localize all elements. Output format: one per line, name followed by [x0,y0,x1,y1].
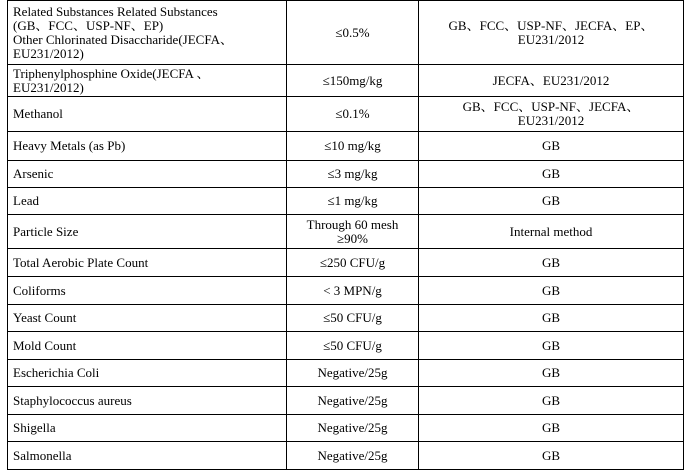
method-line: GB、FCC、USP-NF、JECFA、EP、 [448,17,654,33]
limit-line: Through 60 mesh [306,216,399,232]
method-cell [419,161,684,188]
method-line: GB [541,310,561,325]
table-row [8,305,684,332]
limit-line: ≤3 mg/kg [327,166,378,181]
test-item-cell [8,360,287,387]
table-row [8,65,684,97]
limit-cell [287,415,419,442]
test-item-cell [8,161,287,188]
limit-cell [287,332,419,360]
method-line: GB [541,392,561,408]
test-item-cell [8,249,287,277]
method-line: GB [541,193,561,208]
limit-line: ≤150mg/kg [322,72,383,88]
test-item-line: Methanol [13,106,63,121]
method-cell [419,277,684,305]
table-row [8,97,684,132]
method-cell [419,97,684,132]
limit-cell [287,1,419,65]
table-row [8,161,684,188]
method-line: EU231/2012 [517,31,585,47]
method-line: GB [541,254,561,270]
limit-line: Negative/25g [317,365,388,380]
table-row [8,215,684,249]
method-line: Internal method [509,223,593,239]
limit-cell [287,188,419,215]
limit-line: ≤0.1% [335,106,370,121]
limit-line: ≤250 CFU/g [319,254,386,270]
test-item-cell [8,215,287,249]
limit-line: ≤0.5% [335,24,370,40]
limit-cell [287,277,419,305]
test-item-line: EU231/2012) [13,79,84,95]
method-line: GB [541,282,561,298]
limit-line: ≥90% [337,230,368,246]
method-cell [419,132,684,161]
method-line: GB [541,420,561,435]
test-item-line: Shigella [13,420,56,435]
test-item-line: Heavy Metals (as Pb) [13,138,126,153]
limit-line: ≤10 mg/kg [324,138,381,153]
test-item-line: (GB、FCC、USP-NF、EP) [13,17,164,33]
table-row [8,188,684,215]
table-row [8,360,684,387]
table-row [8,132,684,161]
test-item-line: Coliforms [13,282,66,298]
test-item-line: EU231/2012) [13,45,84,61]
method-cell [419,188,684,215]
specification-table-body [8,1,684,470]
limit-line: Negative/25g [317,420,388,435]
method-line: GB [541,166,561,181]
method-cell [419,360,684,387]
test-item-cell [8,332,287,360]
test-item-line: Lead [13,193,39,208]
specification-table [7,0,684,470]
method-cell [419,442,684,470]
test-item-line: Other Chlorinated Disaccharide(JECFA、 [13,31,233,47]
test-item-cell [8,1,287,65]
test-item-cell [8,65,287,97]
method-cell [419,332,684,360]
method-cell [419,415,684,442]
test-item-line: Total Aerobic Plate Count [13,254,149,270]
limit-cell [287,305,419,332]
table-row [8,387,684,415]
test-item-line: Particle Size [13,223,79,239]
test-item-line: Mold Count [13,337,77,353]
method-cell [419,65,684,97]
test-item-cell [8,97,287,132]
test-item-line: Escherichia Coli [13,365,100,380]
limit-line: Negative/25g [317,392,388,408]
limit-cell [287,132,419,161]
test-item-cell [8,387,287,415]
limit-cell [287,65,419,97]
test-item-cell [8,277,287,305]
method-cell [419,249,684,277]
method-cell [419,305,684,332]
method-line: GB [541,447,561,463]
limit-cell [287,97,419,132]
test-item-line: Triphenylphosphine Oxide(JECFA 、 [13,65,210,81]
limit-cell [287,442,419,470]
test-item-cell [8,305,287,332]
method-line: GB [541,337,561,353]
limit-cell [287,360,419,387]
method-cell [419,215,684,249]
test-item-line: Related Substances Related Substances [13,3,218,19]
limit-line: ≤50 CFU/g [323,310,382,325]
limit-line: Negative/25g [317,447,388,463]
limit-line: < 3 MPN/g [323,282,382,298]
limit-cell [287,387,419,415]
limit-cell [287,161,419,188]
test-item-cell [8,442,287,470]
method-line: JECFA、EU231/2012 [492,72,610,88]
test-item-line: Yeast Count [13,310,77,325]
test-item-cell [8,188,287,215]
method-cell [419,1,684,65]
limit-cell [287,215,419,249]
test-item-cell [8,415,287,442]
test-item-line: Arsenic [13,166,54,181]
table-row [8,277,684,305]
limit-cell [287,249,419,277]
table-row [8,332,684,360]
test-item-line: Staphylococcus aureus [13,392,132,408]
method-line: GB [541,138,561,153]
table-row [8,442,684,470]
method-cell [419,387,684,415]
table-row [8,1,684,65]
test-item-line: Salmonella [13,447,72,463]
table-row [8,415,684,442]
method-line: GB [541,365,561,380]
method-line: EU231/2012 [517,113,585,128]
limit-line: ≤50 CFU/g [323,337,382,353]
method-line: GB、FCC、USP-NF、JECFA、 [462,99,640,114]
test-item-cell [8,132,287,161]
limit-line: ≤1 mg/kg [327,193,378,208]
table-row [8,249,684,277]
